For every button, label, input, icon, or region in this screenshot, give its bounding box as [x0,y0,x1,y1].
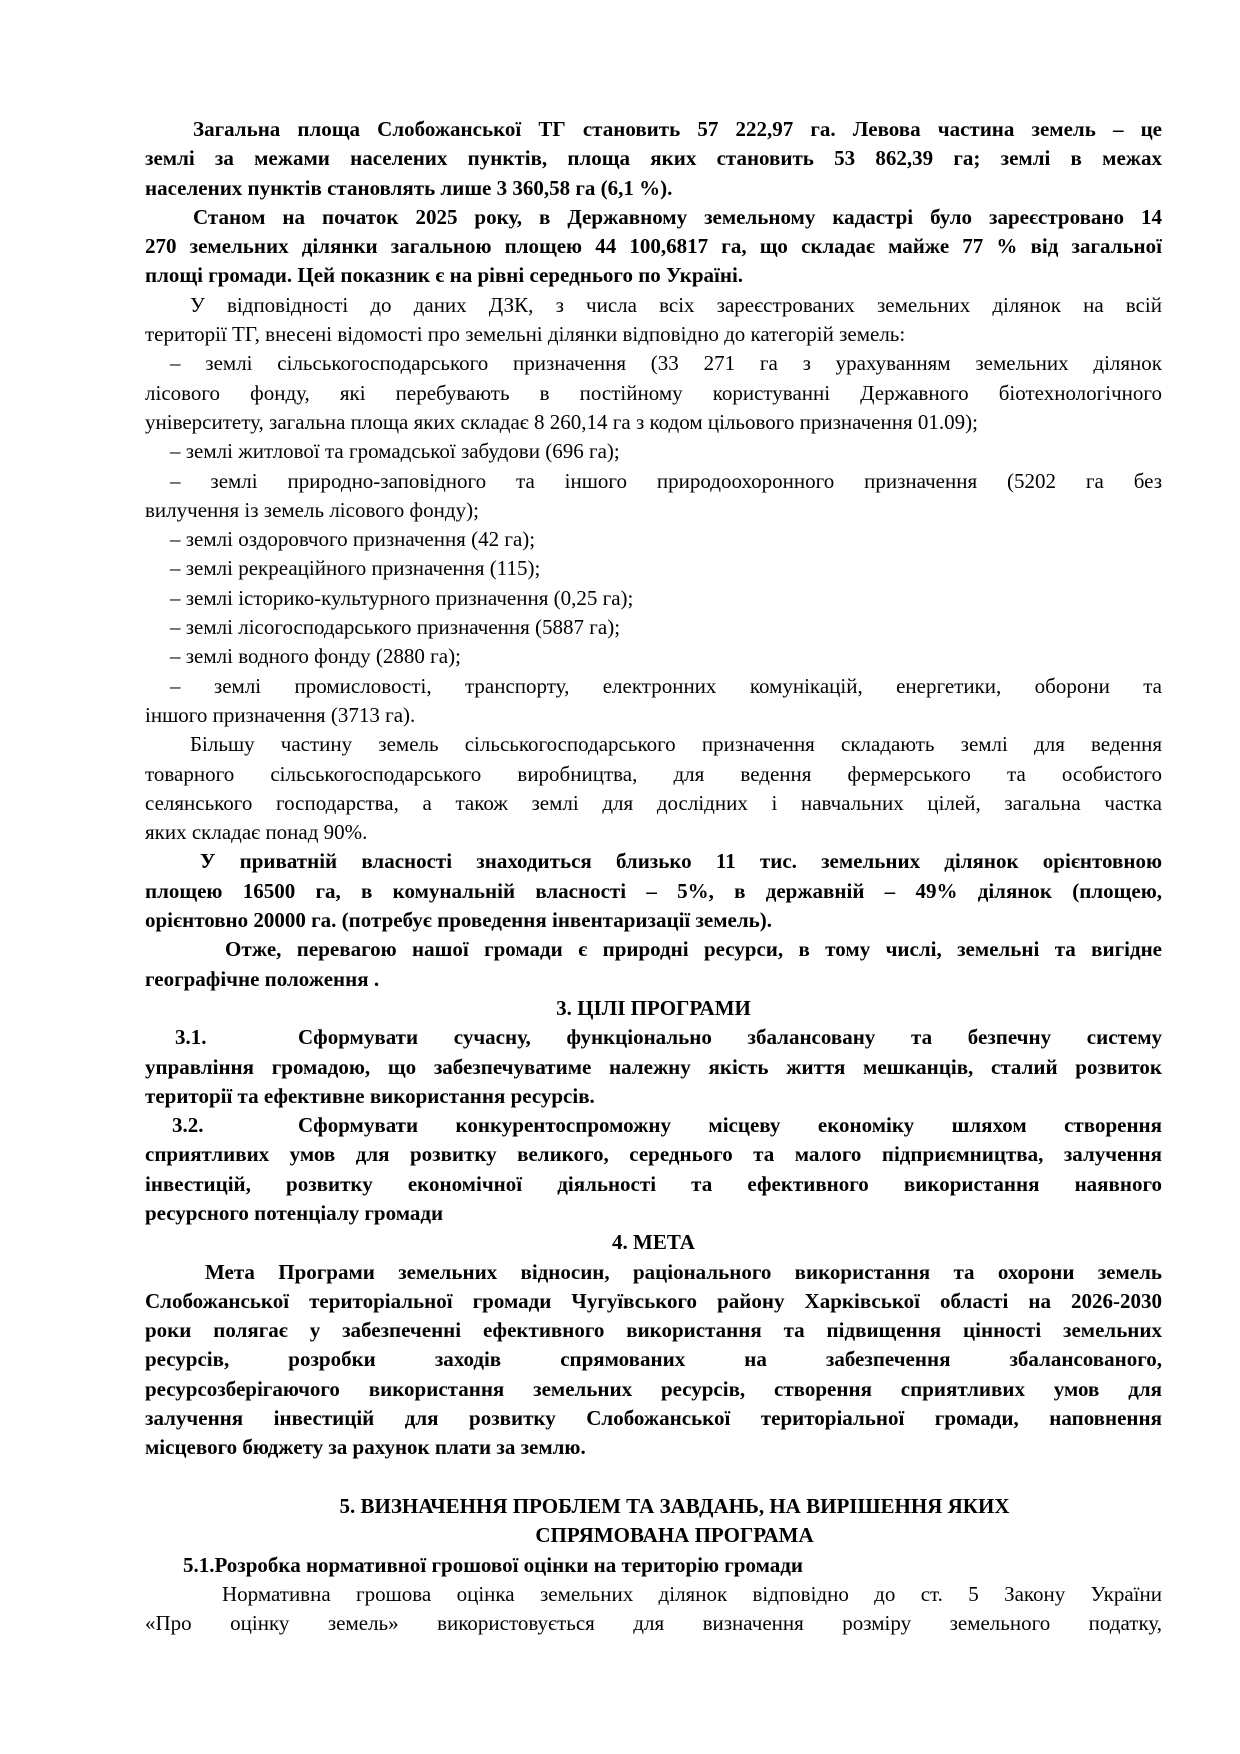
paragraph-normative-valuation [145,1580,1162,1639]
text-line: площі громади. Цей показник є на рівні середнього по Україні. [145,263,744,288]
text-line: площею 16500 га, в комунальній власності – 5%, в державній – 49% ділянок (площею, [145,878,1162,903]
text-line: «Про оцінку земель» використовується для визначення розміру земельного податку, [145,1611,1162,1636]
goal-3-1 [145,1023,1162,1111]
text-line: Слобожанської територіальної громади Чугуївського району Харківської області на 2026-2030 [145,1288,1162,1313]
paragraph-advantage [145,935,1162,994]
text-line: місцевого бюджету за рахунок плати за землю. [145,1435,586,1460]
paragraph-total-area [145,115,1162,203]
text-line: ресурсного потенціалу громади [145,1200,444,1225]
text-line: – землі лісогосподарського призначення (5887 га); [170,615,621,640]
text-line: СПРЯМОВАНА ПРОГРАМА [535,1523,814,1548]
text-line: залучення інвестицій для розвитку Слобожанської територіальної громади, наповнення [145,1406,1162,1431]
text-line: території та ефективне використання ресурсів. [145,1083,595,1108]
list-item [145,349,1162,437]
text-line: інвестицій, розвитку економічної діяльності та ефективного використання наявного [145,1171,1162,1196]
list-item [145,642,1162,671]
text-line: іншого призначення (3713 га). [145,702,416,727]
paragraph-agricultural [145,730,1162,847]
line-text: Сформувати сучасну, функціонально збалансовану та безпечну систему [298,1025,1162,1050]
text-line: 5. ВИЗНАЧЕННЯ ПРОБЛЕМ ТА ЗАВДАНЬ, НА ВИРІШЕННЯ ЯКИХ [339,1493,1010,1518]
paragraph-ownership [145,847,1162,935]
text-line: сприятливих умов для розвитку великого, середнього та малого підприємництва, залучення [145,1142,1162,1167]
text-line: яких складає понад 90%. [145,820,368,845]
item-number: 3.1. [175,1025,207,1050]
text-line: Нормативна грошова оцінка земельних ділянок відповідно до ст. 5 Закону України [222,1581,1162,1606]
text-line: – землі сільськогосподарського призначення (33 271 га з урахуванням земельних ділянок [170,351,1162,376]
text-line: – землі рекреаційного призначення (115); [170,556,541,581]
list-item [145,437,1162,466]
item-number: 3.2. [172,1113,204,1138]
text-line: 4. МЕТА [612,1230,695,1255]
list-item [145,554,1162,583]
text-line [145,1111,1162,1140]
text-line: вилучення із земель лісового фонду); [145,497,479,522]
text-line: лісового фонду, які перебувають в постійному користуванні Державного біотехнологічного [145,380,1162,405]
blank-line [145,1463,1162,1492]
subheading-5-1 [145,1551,1162,1580]
text-line: Мета Програми земельних відносин, раціонального використання та охорони земель [205,1259,1162,1284]
text-line: населених пунктів становлять лише 3 360,58 га (6,1 %). [145,175,673,200]
text-line: території ТГ, внесені відомості про земельні ділянки відповідно до категорій земель: [145,322,906,347]
heading-section-3 [145,994,1162,1023]
text-line: ресурсів, розробки заходів спрямованих на забезпечення збалансованого, [145,1347,1162,1372]
text-line: Станом на початок 2025 року, в Державному земельному кадастрі було зареєстровано 14 [193,204,1162,229]
text-line: 270 земельних ділянки загальною площею 44 100,6817 га, що складає майже 77 % від загальної [145,234,1162,259]
text-line: У відповідності до даних ДЗК, з числа всіх зареєстрованих земельних ділянок на всій [190,292,1162,317]
text-line: Загальна площа Слобожанської ТГ становить 57 222,97 га. Левова частина земель – це [193,117,1162,141]
list-item [145,525,1162,554]
text-line: університету, загальна площа яких складає 8 260,14 га з кодом цільового призначення 01.09); [145,409,978,434]
text-line: селянського господарства, а також землі для дослідних і навчальних цілей, загальна частка [145,790,1162,815]
list-item [145,584,1162,613]
goal-3-2 [145,1111,1162,1228]
document-page [145,115,1162,1638]
list-item [145,613,1162,642]
text-line: – землі житлової та громадської забудови (696 га); [170,439,620,464]
text-line: – землі оздоровчого призначення (42 га); [170,527,536,552]
list-item [145,467,1162,526]
text-line: Більшу частину земель сільськогосподарського призначення складають землі для ведення [190,732,1162,757]
text-line: У приватній власності знаходиться близько 11 тис. земельних ділянок орієнтовною [200,849,1162,874]
text-line: – землі водного фонду (2880 га); [170,644,461,669]
text-line: орієнтовно 20000 га. (потребує проведення інвентаризації земель). [145,908,773,933]
text-line: – землі історико-культурного призначення (0,25 га); [170,585,634,610]
text-line: землі за межами населених пунктів, площа яких становить 53 862,39 га; землі в межах [145,146,1162,171]
text-line: ресурсозберігаючого використання земельних ресурсів, створення сприятливих умов для [145,1376,1162,1401]
text-line: товарного сільськогосподарського виробництва, для ведення фермерського та особистого [145,761,1162,786]
text-line: – землі промисловості, транспорту, електронних комунікацій, енергетики, оборони та [170,673,1162,698]
text-line: 3. ЦІЛІ ПРОГРАМИ [556,995,751,1020]
text-line: географічне положення . [145,966,380,991]
text-line: управління громадою, що забезпечуватиме належну якість життя мешканців, сталий розвиток [145,1054,1162,1079]
paragraph-categories-intro [145,291,1162,350]
text-line: роки полягає у забезпеченні ефективного використання та підвищення цінності земельних [145,1318,1162,1343]
paragraph-purpose [145,1258,1162,1463]
text-line [145,1023,1162,1052]
paragraph-cadastre [145,203,1162,291]
line-text: Сформувати конкурентоспроможну місцеву економіку шляхом створення [298,1113,1162,1138]
heading-section-5 [145,1492,1162,1551]
list-item [145,672,1162,731]
text-line: – землі природно-заповідного та іншого природоохоронного призначення (5202 га без [170,468,1162,493]
text-line: Отже, перевагою нашої громади є природні ресурси, в тому числі, земельні та вигідне [225,937,1162,962]
heading-section-4 [145,1228,1162,1257]
text-line: 5.1.Розробка нормативної грошової оцінки на територію громади [183,1552,803,1577]
